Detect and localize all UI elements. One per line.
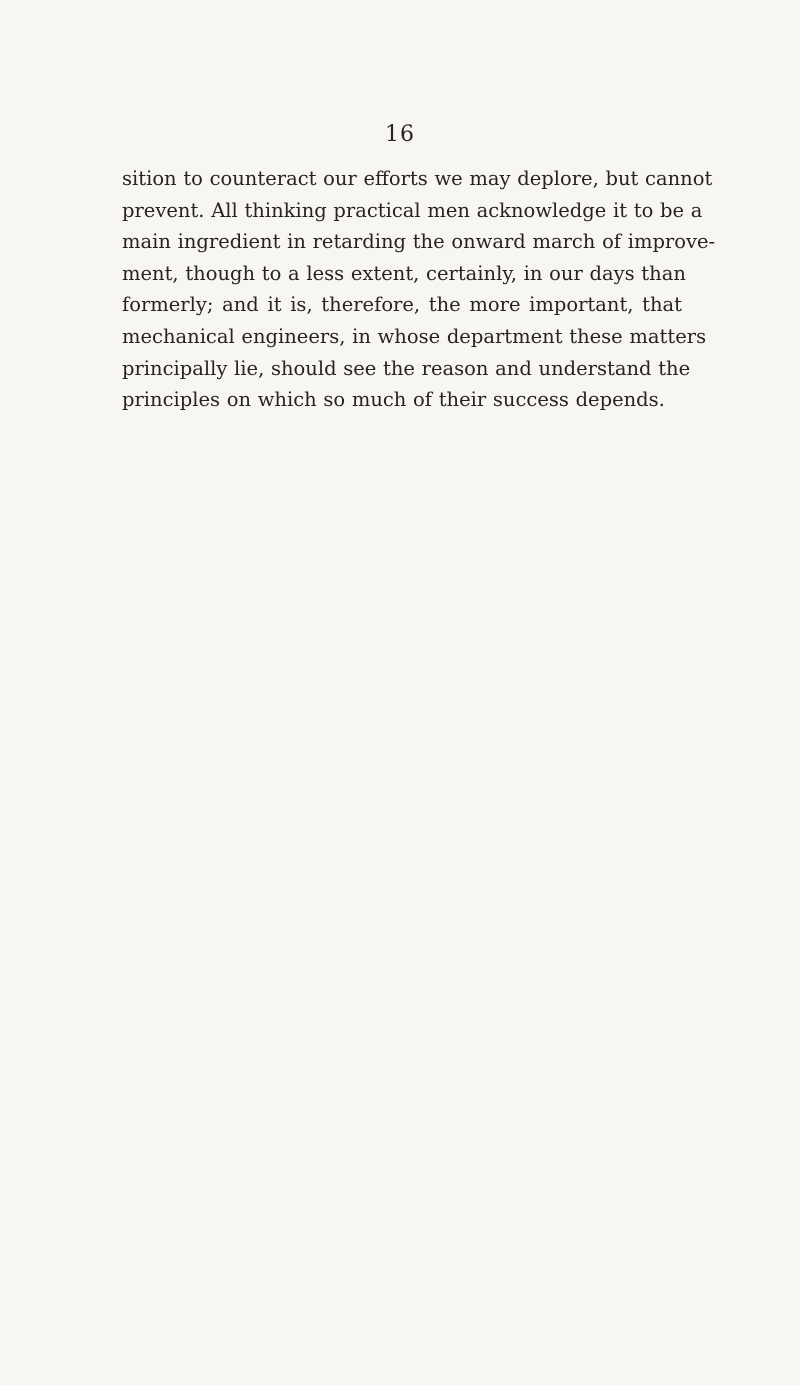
text-line: mechanical engineers, in whose department these matters [122, 324, 707, 348]
text-line: main ingredient in retarding the onward march of improve- [122, 230, 716, 254]
text-line: prevent. All thinking practical men acknowledge it to be a [122, 198, 703, 222]
text-line: ment, though to a less extent, certainly, in our days than [122, 261, 686, 285]
text-line: formerly; and it is, therefore, the more important, that [122, 293, 682, 317]
text-line: principally lie, should see the reason and understand the [122, 356, 691, 380]
page-number: 16 [385, 122, 415, 147]
text-line: sition to counteract our efforts we may deplore, but cannot [122, 167, 713, 190]
body-paragraph [122, 163, 716, 416]
text-line: principles on which so much of their success depends. [122, 388, 665, 412]
